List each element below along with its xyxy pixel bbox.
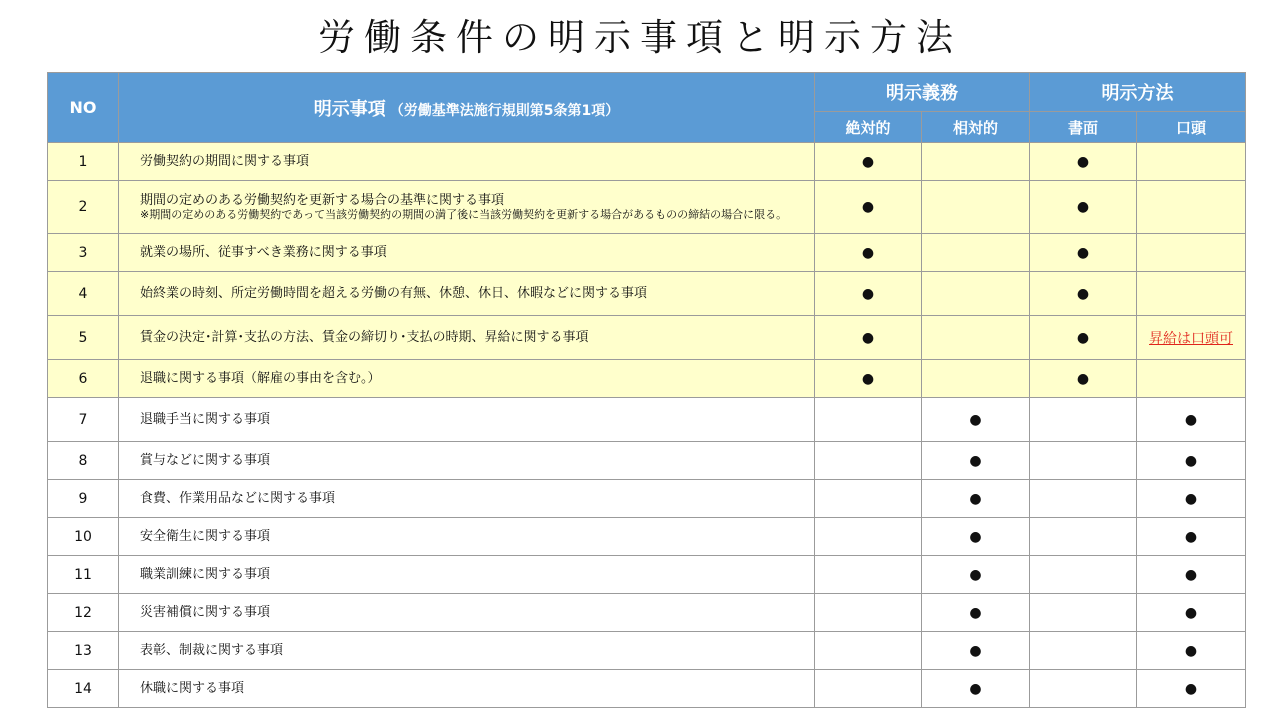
row-oral-mark [1137, 272, 1246, 316]
table-row [48, 442, 1246, 480]
row-absolute-mark [815, 556, 922, 594]
oral-raise-note-link[interactable]: 昇給は口頭可 [1149, 330, 1233, 347]
row-oral-mark [1137, 143, 1246, 181]
row-item: 食費、作業用品などに関する事項 [119, 480, 815, 518]
row-no: 3 [48, 234, 119, 272]
row-written-mark [1030, 632, 1137, 670]
row-absolute-mark: ● [815, 272, 922, 316]
row-written-mark [1030, 398, 1137, 442]
row-relative-mark [922, 143, 1030, 181]
header-oral: 口頭 [1137, 112, 1246, 143]
table-row [48, 234, 1246, 272]
row-relative-mark: ● [922, 518, 1030, 556]
page-title: 労働条件の明示事項と明示方法 [318, 16, 962, 59]
row-written-mark: ● [1030, 181, 1137, 234]
row-absolute-mark: ● [815, 316, 922, 360]
row-written-mark [1030, 442, 1137, 480]
header-obligation: 明示義務 [815, 73, 1030, 112]
row-oral-mark [1137, 360, 1246, 398]
row-relative-mark: ● [922, 556, 1030, 594]
table-row [48, 632, 1246, 670]
table-row [48, 480, 1246, 518]
row-no: 1 [48, 143, 119, 181]
row-relative-mark: ● [922, 594, 1030, 632]
table-row [48, 316, 1246, 360]
row-relative-mark: ● [922, 670, 1030, 708]
row-item: 退職手当に関する事項 [119, 398, 815, 442]
row-absolute-mark [815, 594, 922, 632]
row-item: 就業の場所、従事すべき業務に関する事項 [119, 234, 815, 272]
row-oral-mark: ● [1137, 398, 1246, 442]
row-written-mark: ● [1030, 272, 1137, 316]
row-oral-mark: ● [1137, 518, 1246, 556]
table-row [48, 272, 1246, 316]
row-written-mark: ● [1030, 316, 1137, 360]
row-no: 9 [48, 480, 119, 518]
row-written-mark [1030, 556, 1137, 594]
header-item-label: 明示事項 [313, 98, 386, 120]
row-item: 賃金の決定･計算･支払の方法、賃金の締切り･支払の時期、昇給に関する事項 [119, 316, 815, 360]
row-oral-mark: ● [1137, 480, 1246, 518]
table-body [48, 143, 1246, 708]
table-row [48, 594, 1246, 632]
header-item [119, 73, 815, 143]
row-oral-mark: ● [1137, 632, 1246, 670]
table-row [48, 181, 1246, 234]
row-written-mark [1030, 480, 1137, 518]
row-relative-mark: ● [922, 632, 1030, 670]
row-absolute-mark [815, 670, 922, 708]
row-written-mark: ● [1030, 360, 1137, 398]
row-absolute-mark: ● [815, 234, 922, 272]
row-item: 休職に関する事項 [119, 670, 815, 708]
row-relative-mark [922, 181, 1030, 234]
row-written-mark [1030, 594, 1137, 632]
table-row [48, 360, 1246, 398]
table-row [48, 398, 1246, 442]
table-row [48, 518, 1246, 556]
row-oral-mark: ● [1137, 594, 1246, 632]
header-method: 明示方法 [1030, 73, 1246, 112]
row-absolute-mark: ● [815, 360, 922, 398]
row-no: 6 [48, 360, 119, 398]
table-row [48, 556, 1246, 594]
row-no: 11 [48, 556, 119, 594]
header-relative: 相対的 [922, 112, 1030, 143]
row-absolute-mark [815, 632, 922, 670]
row-written-mark: ● [1030, 234, 1137, 272]
row-item-text: 期間の定めのある労働契約を更新する場合の基準に関する事項 [140, 192, 505, 208]
row-item: 退職に関する事項（解雇の事由を含む。） [119, 360, 815, 398]
row-absolute-mark [815, 398, 922, 442]
row-absolute-mark [815, 480, 922, 518]
row-no: 2 [48, 181, 119, 234]
row-relative-mark [922, 272, 1030, 316]
row-item-note: ※期間の定めのある労働契約であって当該労働契約の期間の満了後に当該労働契約を更新する場合があるものの締結の場合に限る。 [140, 207, 788, 221]
table-row [48, 670, 1246, 708]
row-no: 12 [48, 594, 119, 632]
row-oral-cell [1137, 316, 1246, 360]
row-relative-mark: ● [922, 398, 1030, 442]
row-relative-mark: ● [922, 480, 1030, 518]
row-item [119, 181, 815, 234]
header-no: NO [48, 73, 119, 143]
row-no: 13 [48, 632, 119, 670]
row-item: 安全衛生に関する事項 [119, 518, 815, 556]
header-absolute: 絶対的 [815, 112, 922, 143]
table-header [48, 73, 1246, 143]
row-item: 始終業の時刻、所定労働時間を超える労働の有無、休憩、休日、休暇などに関する事項 [119, 272, 815, 316]
row-absolute-mark [815, 518, 922, 556]
row-item: 職業訓練に関する事項 [119, 556, 815, 594]
row-item: 賞与などに関する事項 [119, 442, 815, 480]
table-row [48, 143, 1246, 181]
row-no: 8 [48, 442, 119, 480]
header-written: 書面 [1030, 112, 1137, 143]
row-absolute-mark: ● [815, 181, 922, 234]
row-oral-mark [1137, 234, 1246, 272]
row-no: 14 [48, 670, 119, 708]
row-item: 災害補償に関する事項 [119, 594, 815, 632]
row-absolute-mark [815, 442, 922, 480]
row-item: 表彰、制裁に関する事項 [119, 632, 815, 670]
row-relative-mark [922, 234, 1030, 272]
row-relative-mark [922, 360, 1030, 398]
row-oral-mark: ● [1137, 442, 1246, 480]
row-written-mark [1030, 670, 1137, 708]
row-relative-mark [922, 316, 1030, 360]
row-no: 4 [48, 272, 119, 316]
row-oral-mark: ● [1137, 556, 1246, 594]
row-item: 労働契約の期間に関する事項 [119, 143, 815, 181]
row-no: 10 [48, 518, 119, 556]
row-written-mark [1030, 518, 1137, 556]
row-no: 7 [48, 398, 119, 442]
row-relative-mark: ● [922, 442, 1030, 480]
header-item-sub: （労働基準法施行規則第5条第1項） [389, 102, 620, 119]
row-written-mark: ● [1030, 143, 1137, 181]
conditions-table [47, 72, 1246, 708]
row-no: 5 [48, 316, 119, 360]
row-oral-mark [1137, 181, 1246, 234]
row-absolute-mark: ● [815, 143, 922, 181]
row-oral-mark: ● [1137, 670, 1246, 708]
